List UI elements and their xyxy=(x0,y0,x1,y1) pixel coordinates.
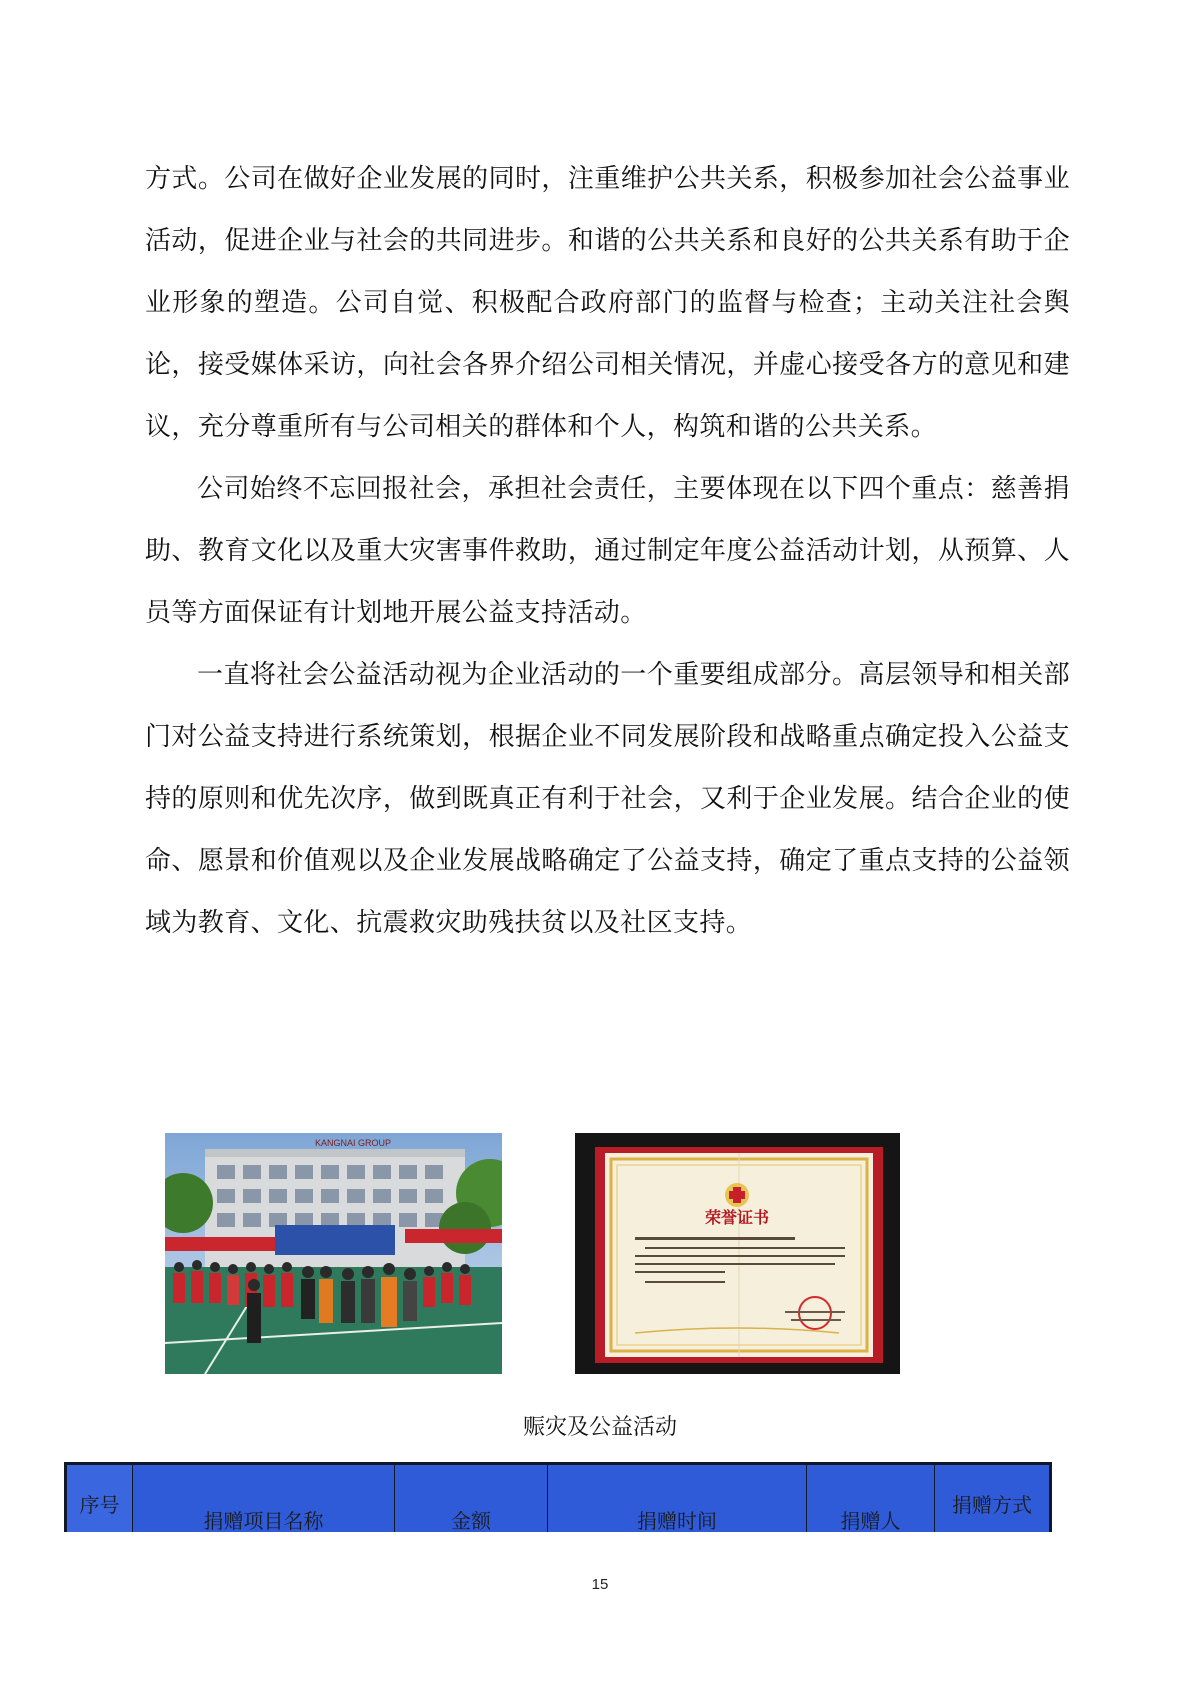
header-donation-time: 捐赠时间 xyxy=(548,1465,807,1532)
paragraph-3: 一直将社会公益活动视为企业活动的一个重要组成部分。高层领导和相关部门对公益支持进行系统策划，根据企业不同发展阶段和战略重点确定投入公益支持的原则和优先次序，做到既真正有利于社会，又利于企业发展。结合企业的使命、愿景和价值观以及企业发展战略确定了公益支持，确定了重点支持的公益领域为教育、文化、抗震救灾助残扶贫以及社区支持。 xyxy=(145,660,1070,938)
page-number: 15 xyxy=(591,1576,609,1593)
header-donation-method: 捐赠方式 xyxy=(952,1493,1032,1517)
charity-activity-photo xyxy=(165,1133,502,1374)
honor-certificate-photo xyxy=(575,1133,900,1374)
header-amount: 金额 xyxy=(395,1465,548,1532)
header-seq: 序号 xyxy=(67,1465,133,1532)
photo-caption: 赈灾及公益活动 xyxy=(522,1415,677,1440)
certificate-title: 荣誉证书 xyxy=(704,1208,770,1227)
paragraph-2: 公司始终不忘回报社会，承担社会责任，主要体现在以下四个重点：慈善捐助、教育文化以及重大灾害事件救助，通过制定年度公益活动计划，从预算、人员等方面保证有计划地开展公益支持活动。 xyxy=(145,474,1070,628)
building-sign: KANGNAI GROUP xyxy=(315,1138,392,1148)
body-text xyxy=(145,148,1070,954)
header-project-name: 捐赠项目名称 xyxy=(133,1465,395,1532)
header-donor: 捐赠人 xyxy=(807,1465,935,1532)
donation-table-header xyxy=(64,1462,1052,1532)
paragraph-1: 方式。公司在做好企业发展的同时，注重维护公共关系，积极参加社会公益事业活动，促进企业与社会的共同进步。和谐的公共关系和良好的公共关系有助于企业形象的塑造。公司自觉、积极配合政府部门的监督与检查；主动关注社会舆论，接受媒体采访，向社会各界介绍公司相关情况，并虚心接受各方的意见和建议，充分尊重所有与公司相关的群体和个人，构筑和谐的公共关系。 xyxy=(145,164,1070,442)
